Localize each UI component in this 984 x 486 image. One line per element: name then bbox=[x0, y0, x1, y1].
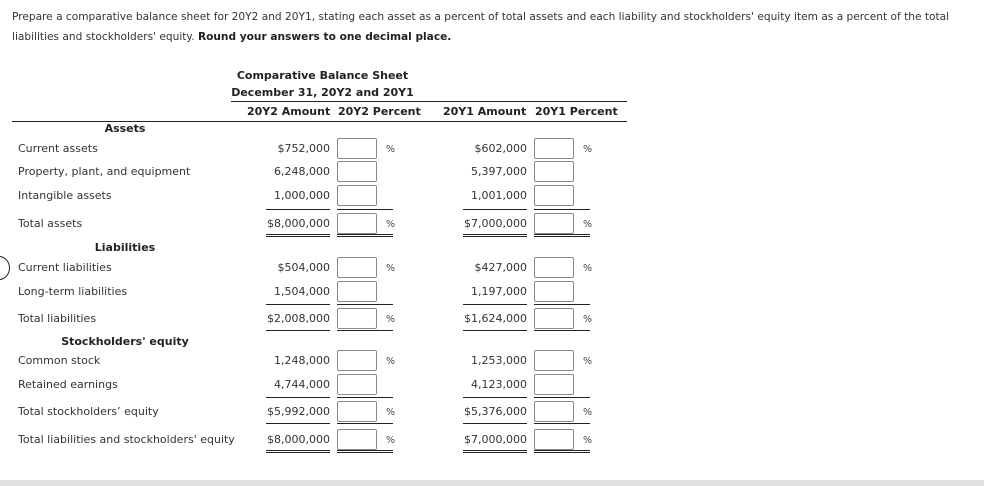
percent-symbol: % bbox=[583, 144, 593, 155]
total-double-rule bbox=[337, 234, 393, 237]
total-rule bbox=[463, 330, 527, 331]
amount-20y2-total-stockholders-equity: $5,992,000 bbox=[267, 405, 330, 418]
total-rule bbox=[266, 423, 330, 424]
percent-input-20y1-current-assets[interactable] bbox=[534, 138, 574, 159]
row-label-intangible-assets: Intangible assets bbox=[18, 189, 112, 202]
row-label-property-plant-and-equipment: Property, plant, and equipment bbox=[18, 165, 191, 178]
amount-20y1-common-stock: 1,253,000 bbox=[471, 354, 527, 367]
bottom-scrollbar[interactable] bbox=[0, 480, 984, 486]
amount-20y1-intangible-assets: 1,001,000 bbox=[471, 189, 527, 202]
subtotal-rule bbox=[337, 397, 393, 398]
row-label-long-term-liabilities: Long-term liabilities bbox=[18, 285, 128, 298]
amount-20y1-total-assets: $7,000,000 bbox=[464, 217, 527, 230]
sheet-title: Comparative Balance Sheet bbox=[236, 69, 409, 82]
subtotal-rule bbox=[534, 397, 590, 398]
percent-input-20y2-intangible-assets[interactable] bbox=[337, 185, 377, 206]
percent-input-20y2-retained-earnings[interactable] bbox=[337, 374, 377, 395]
row-label-total-stockholders-equity: Total stockholders’ equity bbox=[18, 405, 159, 418]
subtotal-rule bbox=[534, 209, 590, 210]
subtotal-rule bbox=[463, 304, 527, 305]
total-rule bbox=[266, 330, 330, 331]
percent-input-20y2-property-plant-and-equipment[interactable] bbox=[337, 161, 377, 182]
col-header-20y1-amount: 20Y1 Amount bbox=[443, 105, 527, 118]
amount-20y2-current-assets: $752,000 bbox=[277, 142, 330, 155]
percent-input-20y2-total-stockholders-equity[interactable] bbox=[337, 401, 377, 422]
section-assets: Assets bbox=[104, 122, 146, 135]
percent-symbol: % bbox=[386, 314, 396, 325]
percent-symbol: % bbox=[583, 356, 593, 367]
percent-input-20y1-total-assets[interactable] bbox=[534, 213, 574, 234]
percent-input-20y2-long-term-liabilities[interactable] bbox=[337, 281, 377, 302]
section-equity: Stockholders' equity bbox=[61, 335, 189, 348]
row-label-total-liabilities: Total liabilities bbox=[18, 312, 97, 325]
amount-20y2-intangible-assets: 1,000,000 bbox=[274, 189, 330, 202]
percent-symbol: % bbox=[386, 407, 396, 418]
sheet-date: December 31, 20Y2 and 20Y1 bbox=[231, 86, 414, 99]
percent-input-20y2-current-assets[interactable] bbox=[337, 138, 377, 159]
subtotal-rule bbox=[463, 209, 527, 210]
percent-input-20y1-property-plant-and-equipment[interactable] bbox=[534, 161, 574, 182]
subtotal-rule bbox=[266, 304, 330, 305]
total-rule bbox=[337, 423, 393, 424]
amount-20y2-current-liabilities: $504,000 bbox=[277, 261, 330, 274]
percent-symbol: % bbox=[583, 435, 593, 446]
percent-input-20y2-total-assets[interactable] bbox=[337, 213, 377, 234]
amount-20y1-long-term-liabilities: 1,197,000 bbox=[471, 285, 527, 298]
amount-20y1-total-liabilities: $1,624,000 bbox=[464, 312, 527, 325]
amount-20y2-total-liabilities: $2,008,000 bbox=[267, 312, 330, 325]
total-double-rule bbox=[534, 234, 590, 237]
amount-20y1-total-liabilities-and-stockholders-equity: $7,000,000 bbox=[464, 433, 527, 446]
instructions bbox=[12, 7, 974, 47]
row-label-total-liabilities-and-stockholders-equity: Total liabilities and stockholders' equity bbox=[18, 433, 235, 446]
amount-20y1-retained-earnings: 4,123,000 bbox=[471, 378, 527, 391]
col-header-20y1-percent: 20Y1 Percent bbox=[535, 105, 618, 118]
percent-input-20y1-current-liabilities[interactable] bbox=[534, 257, 574, 278]
section-liabilities: Liabilities bbox=[94, 241, 156, 254]
percent-symbol: % bbox=[583, 263, 593, 274]
percent-input-20y1-intangible-assets[interactable] bbox=[534, 185, 574, 206]
percent-input-20y1-total-stockholders-equity[interactable] bbox=[534, 401, 574, 422]
subtotal-rule bbox=[337, 209, 393, 210]
percent-symbol: % bbox=[386, 144, 396, 155]
row-label-current-liabilities: Current liabilities bbox=[18, 261, 112, 274]
subtotal-rule bbox=[266, 397, 330, 398]
percent-symbol: % bbox=[583, 314, 593, 325]
amount-20y2-common-stock: 1,248,000 bbox=[274, 354, 330, 367]
row-label-retained-earnings: Retained earnings bbox=[18, 378, 118, 391]
amount-20y1-current-liabilities: $427,000 bbox=[474, 261, 527, 274]
amount-20y2-retained-earnings: 4,744,000 bbox=[274, 378, 330, 391]
percent-input-20y1-retained-earnings[interactable] bbox=[534, 374, 574, 395]
percent-input-20y1-total-liabilities-and-stockholders-equity[interactable] bbox=[534, 429, 574, 450]
percent-symbol: % bbox=[386, 263, 396, 274]
total-double-rule bbox=[463, 234, 527, 237]
percent-symbol: % bbox=[583, 407, 593, 418]
percent-input-20y1-long-term-liabilities[interactable] bbox=[534, 281, 574, 302]
subtotal-rule bbox=[463, 397, 527, 398]
amount-20y2-total-liabilities-and-stockholders-equity: $8,000,000 bbox=[267, 433, 330, 446]
total-rule bbox=[463, 423, 527, 424]
percent-input-20y1-common-stock[interactable] bbox=[534, 350, 574, 371]
header-rule-top bbox=[231, 101, 627, 102]
instructions-emphasis: Round your answers to one decimal place. bbox=[197, 31, 452, 43]
subtotal-rule bbox=[337, 304, 393, 305]
subtotal-rule bbox=[534, 304, 590, 305]
row-label-current-assets: Current assets bbox=[18, 142, 98, 155]
amount-20y2-total-assets: $8,000,000 bbox=[267, 217, 330, 230]
amount-20y1-total-stockholders-equity: $5,376,000 bbox=[464, 405, 527, 418]
total-double-rule bbox=[266, 450, 330, 453]
row-label-total-assets: Total assets bbox=[18, 217, 83, 230]
percent-symbol: % bbox=[583, 219, 593, 230]
total-double-rule bbox=[337, 450, 393, 453]
col-header-20y2-percent: 20Y2 Percent bbox=[338, 105, 421, 118]
instructions-text: Prepare a comparative balance sheet for 20Y2 and 20Y1, stating each asset as a percent of total assets and each liability and stockholders' equity item as a percent of the total liabilities and stockholders' equity. bbox=[12, 11, 950, 43]
percent-input-20y2-current-liabilities[interactable] bbox=[337, 257, 377, 278]
percent-input-20y2-total-liabilities-and-stockholders-equity[interactable] bbox=[337, 429, 377, 450]
total-double-rule bbox=[534, 450, 590, 453]
amount-20y2-long-term-liabilities: 1,504,000 bbox=[274, 285, 330, 298]
col-header-20y2-amount: 20Y2 Amount bbox=[247, 105, 331, 118]
total-double-rule bbox=[266, 234, 330, 237]
percent-input-20y1-total-liabilities[interactable] bbox=[534, 308, 574, 329]
percent-input-20y2-total-liabilities[interactable] bbox=[337, 308, 377, 329]
total-double-rule bbox=[463, 450, 527, 453]
percent-symbol: % bbox=[386, 219, 396, 230]
percent-input-20y2-common-stock[interactable] bbox=[337, 350, 377, 371]
total-rule bbox=[534, 330, 590, 331]
percent-symbol: % bbox=[386, 435, 396, 446]
amount-20y2-property-plant-and-equipment: 6,248,000 bbox=[274, 165, 330, 178]
total-rule bbox=[534, 423, 590, 424]
percent-symbol: % bbox=[386, 356, 396, 367]
total-rule bbox=[337, 330, 393, 331]
subtotal-rule bbox=[266, 209, 330, 210]
amount-20y1-property-plant-and-equipment: 5,397,000 bbox=[471, 165, 527, 178]
amount-20y1-current-assets: $602,000 bbox=[474, 142, 527, 155]
row-label-common-stock: Common stock bbox=[18, 354, 101, 367]
row-marker-icon bbox=[0, 256, 10, 280]
